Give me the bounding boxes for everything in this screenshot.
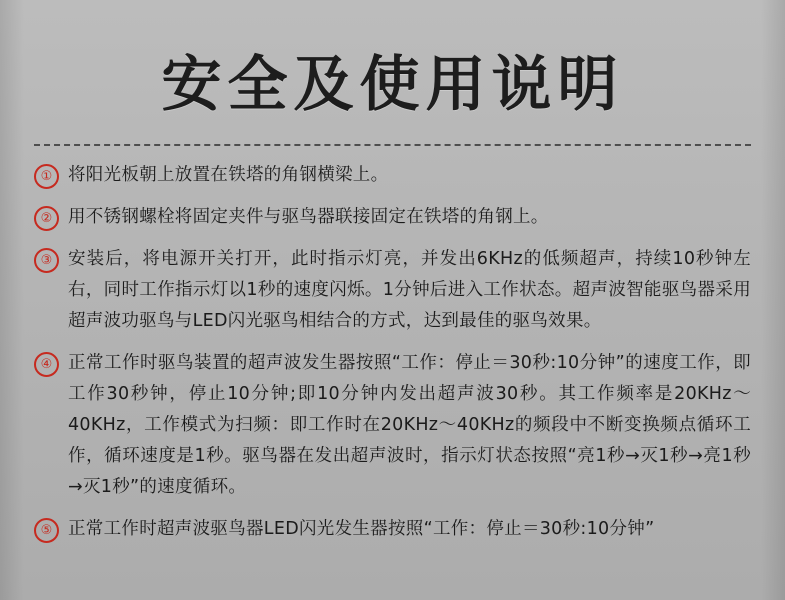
list-marker-4: ④ xyxy=(34,352,59,377)
list-marker-1: ① xyxy=(34,164,59,189)
list-marker-2: ② xyxy=(34,206,59,231)
list-item xyxy=(34,202,751,233)
list-item xyxy=(34,244,751,337)
list-item xyxy=(34,348,751,503)
list-marker-3: ③ xyxy=(34,248,59,273)
list-text-1: 将阳光板朝上放置在铁塔的角钢横梁上。 xyxy=(68,165,389,185)
list-text-3: 安装后，将电源开关打开，此时指示灯亮，并发出6KHz的低频超声，持续10秒钟左右，同时工作指示灯以1秒的速度闪烁。1分钟后进入工作状态。超声波智能驱鸟器采用超声波功驱鸟与LED闪光驱鸟相结合的方式，达到最佳的驱鸟效果。 xyxy=(68,249,751,331)
dashed-divider xyxy=(34,144,751,146)
list-marker-5: ⑤ xyxy=(34,518,59,543)
instruction-list xyxy=(28,160,757,545)
list-text-5: 正常工作时超声波驱鸟器LED闪光发生器按照“工作：停止＝30秒:10分钟” xyxy=(68,519,655,539)
list-item xyxy=(34,160,751,191)
list-text-2: 用不锈钢螺栓将固定夹件与驱鸟器联接固定在铁塔的角钢上。 xyxy=(68,207,549,227)
list-item xyxy=(34,514,751,545)
page-title: 安全及使用说明 xyxy=(161,50,624,120)
list-text-4: 正常工作时驱鸟装置的超声波发生器按照“工作：停止＝30秒:10分钟”的速度工作，即工作30秒钟，停止10分钟;即10分钟内发出超声波30秒。其工作频率是20KHz～40KHz，工作模式为扫频：即工作时在20KHz～40KHz的频段中不断变换频点循环工作，循环速度是1秒。驱鸟器在发出超声波时，指示灯状态按照“亮1秒→灭1秒→亮1秒→灭1秒”的速度循环。 xyxy=(68,353,751,497)
